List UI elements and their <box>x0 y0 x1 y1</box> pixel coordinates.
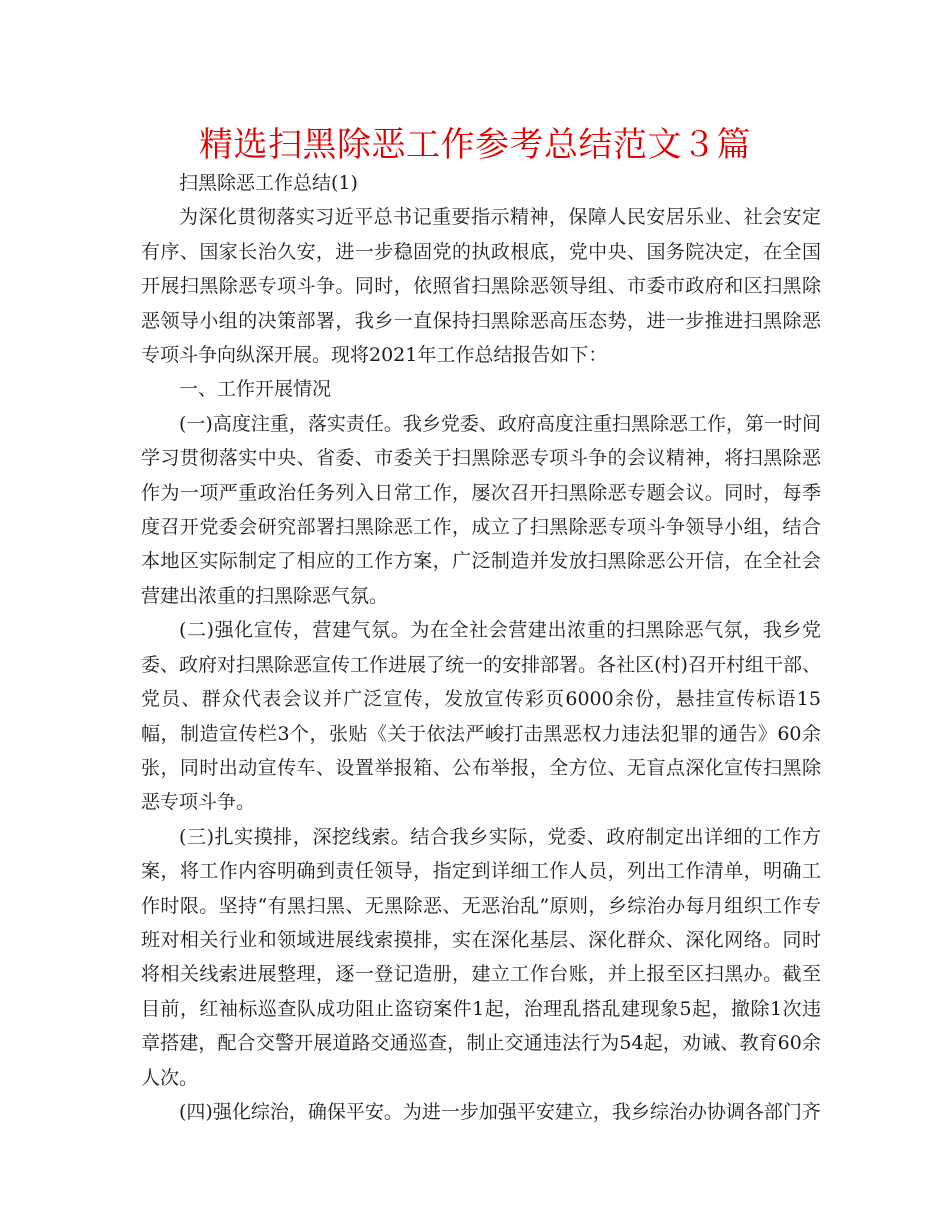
document-title: 精选扫黑除恶工作参考总结范文３篇 <box>199 125 751 165</box>
body-paragraph: (四)强化综治，确保平安。为进一步加强平安建立，我乡综治办协调各部门齐 <box>179 1100 821 1123</box>
section-heading: 扫黑除恶工作总结(1) <box>179 172 358 194</box>
section-heading: 一、工作开展情况 <box>179 378 332 401</box>
document-body <box>141 166 821 1129</box>
body-paragraph: (一)高度注重，落实责任。我乡党委、政府高度注重扫黑除恶工作，第一时间学习贯彻落实中央、省委、市委关于扫黑除恶专项斗争的会议精神，将扫黑除恶作为一项严重政治任务列入日常工作，屡次召开扫黑除恶专题会议。同时，每季度召开党委会研究部署扫黑除恶工作，成立了扫黑除恶专项斗争领导小组，结合本地区实际制定了相应的工作方案，广泛制造并发放扫黑除恶公开信，在全社会营建出浓重的扫黑除恶气氛。 <box>141 412 821 607</box>
body-paragraph: (三)扎实摸排，深挖线索。结合我乡实际，党委、政府制定出详细的工作方案，将工作内容明确到责任领导，指定到详细工作人员，列出工作清单，明确工作时限。坚持“有黑扫黑、无黑除恶、无恶治乱”原则，乡综治办每月组织工作专班对相关行业和领域进展线索摸排，实在深化基层、深化群众、深化网络。同时将相关线索进展整理，逐一登记造册，建立工作台账，并上报至区扫黑办。截至目前，红袖标巡查队成功阻止盗窃案件1起，治理乱搭乱建现象5起，撤除1次违章搭建，配合交警开展道路交通巡查，制止交通违法行为54起，劝诫、教育60余人次。 <box>141 825 821 1089</box>
body-paragraph: (二)强化宣传，营建气氛。为在全社会营建出浓重的扫黑除恶气氛，我乡党委、政府对扫黑除恶宣传工作进展了统一的安排部署。各社区(村)召开村组干部、党员、群众代表会议并广泛宣传，发放宣传彩页6000余份，悬挂宣传标语15幅，制造宣传栏3个，张贴《关于依法严峻打击黑恶权力违法犯罪的通告》60余张，同时出动宣传车、设置举报箱、公布举报，全方位、无盲点深化宣传扫黑除恶专项斗争。 <box>141 619 821 814</box>
body-paragraph: 为深化贯彻落实习近平总书记重要指示精神，保障人民安居乐业、社会安定有序、国家长治久安，进一步稳固党的执政根底，党中央、国务院决定，在全国开展扫黑除恶专项斗争。同时，依照省扫黑除恶领导组、市委市政府和区扫黑除恶领导小组的决策部署，我乡一直保持扫黑除恶高压态势，进一步推进扫黑除恶专项斗争向纵深开展。现将2021年工作总结报告如下： <box>141 206 821 367</box>
